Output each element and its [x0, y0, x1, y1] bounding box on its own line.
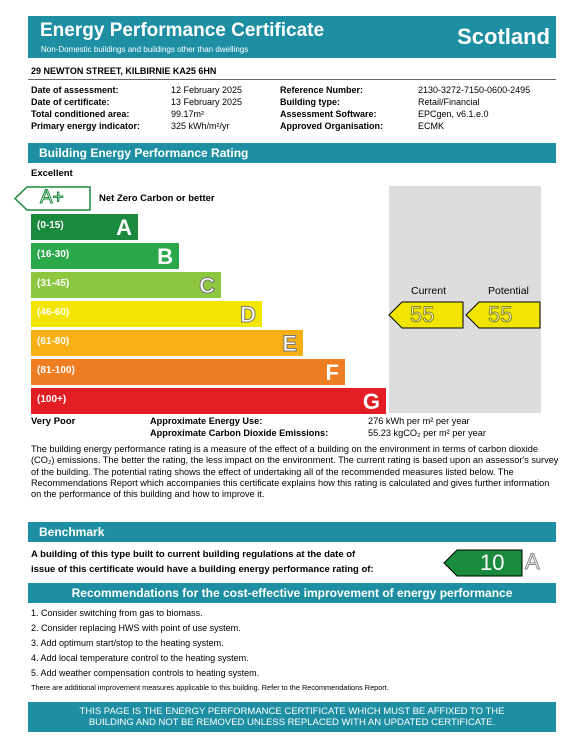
country-label: Scotland: [457, 24, 550, 49]
benchmark-text: [31, 547, 374, 577]
benchmark-line-1: A building of this type built to current building regulations at the date of: [31, 549, 356, 560]
detail-value: ECMK: [418, 121, 445, 131]
band-range: (81-100): [37, 365, 75, 376]
rating-band-f: [31, 359, 345, 385]
detail-label: Assessment Software:: [280, 109, 377, 119]
detail-label: Date of certificate:: [31, 97, 110, 107]
detail-value: EPCgen, v6.1.e.0: [418, 109, 489, 119]
certificate-header: [28, 16, 556, 58]
band-letter: B: [157, 244, 173, 269]
benchmark-value: 10: [480, 550, 505, 575]
detail-value: 12 February 2025: [171, 85, 243, 95]
band-letter: E: [282, 331, 297, 356]
current-rating-value: 55: [410, 302, 435, 327]
very-poor-label: Very Poor: [31, 416, 76, 427]
band-range: (31-45): [37, 278, 70, 289]
footer-line-1: THIS PAGE IS THE ENERGY PERFORMANCE CERTIFICATE WHICH MUST BE AFFIXED TO THE: [79, 706, 505, 717]
band-range: (100+): [37, 394, 67, 405]
potential-label: Potential: [488, 285, 529, 297]
benchmark-line-2: issue of this certificate would have a building energy performance rating of:: [31, 564, 374, 575]
detail-label: Primary energy indicator:: [31, 121, 141, 131]
certificate-title: Energy Performance Certificate: [40, 20, 325, 41]
footer-line-2: BUILDING AND NOT BE REMOVED UNLESS REPLACED WITH AN UPDATED CERTIFICATE.: [88, 717, 496, 728]
certificate-footer: [28, 702, 556, 732]
energy-use-label: Approximate Energy Use:: [150, 416, 263, 426]
detail-label: Approved Organisation:: [280, 121, 384, 131]
current-label: Current: [411, 285, 447, 297]
list-item: 2. Consider replacing HWS with point of use system.: [31, 623, 241, 633]
certificate-subtitle: Non-Domestic buildings and buildings other than dwellings: [41, 45, 249, 54]
detail-label: Total conditioned area:: [31, 109, 130, 119]
detail-label: Building type:: [280, 97, 340, 107]
detail-value: 2130-3272-7150-0600-2495: [418, 85, 531, 95]
rating-indicator-panel: [389, 186, 541, 413]
details-left: [31, 84, 271, 132]
list-item: 5. Add weather compensation controls to heating system.: [31, 668, 260, 678]
detail-value: 99.17m²: [171, 109, 205, 119]
rating-band-b: [31, 243, 179, 269]
detail-value: 325 kWh/m²/yr: [171, 121, 230, 131]
co2-label: Approximate Carbon Dioxide Emissions:: [150, 428, 329, 438]
band-letter: F: [325, 360, 339, 385]
benchmark-letter: A: [525, 549, 540, 574]
rating-band-g: [31, 388, 386, 414]
rating-explanation: The building energy performance rating is a measure of the effect of a building on the environment in terms of carbon dioxide (CO₂) emissions. The better the rating, the less impact on the environment. The current rating is based upon an assessor's survey of the building. The potential rating shows the effect of undertaking all of the recommended measures listed below. The Recommendations Report which accompanies this certificate explains how this rating is calculated and gives further information on the performance of this building and how to improve it.: [31, 444, 559, 500]
rating-band-a: [31, 214, 138, 240]
rating-band-c: [31, 272, 221, 298]
band-range: (61-80): [37, 336, 70, 347]
aplus-text: Net Zero Carbon or better: [99, 193, 215, 204]
detail-label: Date of assessment:: [31, 85, 119, 95]
detail-value: 13 February 2025: [171, 97, 243, 107]
excellent-label: Excellent: [31, 168, 73, 179]
detail-label: Reference Number:: [280, 85, 364, 95]
energy-use-value: 276 kWh per m² per year: [368, 416, 470, 426]
band-range: (46-60): [37, 307, 70, 318]
potential-rating-value: 55: [488, 302, 513, 327]
benchmark-heading: Benchmark: [28, 522, 556, 542]
band-range: (16-30): [37, 249, 70, 260]
property-address: 29 NEWTON STREET, KILBIRNIE KA25 6HN: [31, 66, 217, 76]
list-item: 3. Add optimum start/stop to the heating system.: [31, 638, 224, 648]
details-right: [280, 84, 560, 132]
recommendations-heading: Recommendations for the cost-effective improvement of energy performance: [28, 583, 556, 603]
band-letter: C: [199, 273, 215, 298]
band-letter: A: [116, 215, 132, 240]
divider: [28, 79, 556, 80]
rating-band-e: [31, 330, 303, 356]
detail-value: Retail/Financial: [418, 97, 480, 107]
band-range: (0-15): [37, 220, 64, 231]
list-item: 4. Add local temperature control to the heating system.: [31, 653, 249, 663]
rating-heading: Building Energy Performance Rating: [28, 143, 556, 163]
list-item: 1. Consider switching from gas to biomass.: [31, 608, 203, 618]
aplus-letter: A+: [40, 187, 64, 208]
co2-value: 55.23 kgCO₂ per m² per year: [368, 428, 486, 438]
recommendations-list: [31, 606, 259, 681]
band-letter: G: [362, 389, 380, 414]
rating-band-d: [31, 301, 262, 327]
band-letter: D: [240, 302, 256, 327]
recommendations-note: There are additional improvement measures applicable to this building. Refer to the Recommendations Report.: [31, 683, 389, 692]
